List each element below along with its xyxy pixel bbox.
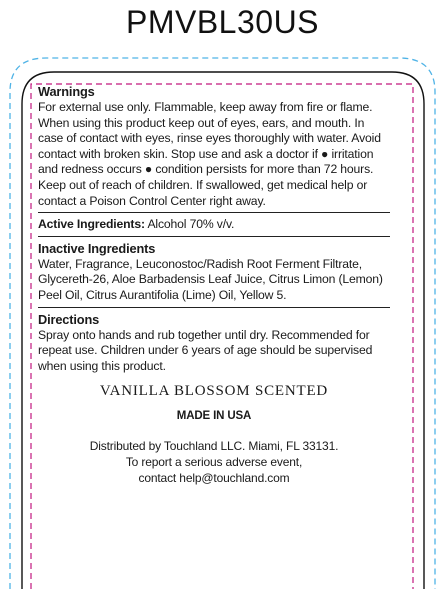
distributor-info: [38, 438, 390, 486]
made-in: MADE IN USA: [176, 410, 252, 423]
warnings-heading: Warnings: [38, 84, 95, 99]
warnings-text: For external use only. Flammable, keep away from fire or flame. When using this product keep out of eyes, ears, and mouth. In case of contact with eyes, rinse eyes thoroughly with water. Avoid contact with broken skin. Stop use and ask a doctor if ● irritation and redness occurs ● condition persists for more than 72 hours. Keep out of reach of children. If swallowed, get medical help or contact a Poison Control Center right away.: [38, 100, 381, 208]
inactive-ingredients-heading: Inactive Ingredients: [38, 240, 156, 256]
divider: [38, 307, 390, 308]
inactive-ingredients-text: Water, Fragrance, Leuconostoc/Radish Root Ferment Filtrate, Glycereth-26, Aloe Barbadensis Leaf Juice, Citrus Limon (Lemon) Peel Oil, Citrus Aurantifolia (Lime) Oil, Yellow 5.: [38, 256, 383, 302]
active-ingredients: [38, 217, 390, 233]
directions-heading: Directions: [38, 311, 100, 327]
product-code: PMVBL30US: [125, 4, 320, 40]
directions-text: Spray onto hands and rub together until dry. Recommended for repeat use. Children under 6 years of age should be supervised when using this product.: [38, 327, 373, 373]
active-ingredients-heading: Active Ingredients:: [38, 217, 145, 232]
adverse-event-line: To report a serious adverse event,: [125, 454, 303, 469]
contact-line: contact help@touchland.com: [138, 470, 290, 485]
label-content: [38, 84, 390, 486]
distributor-line: Distributed by Touchland LLC. Miami, FL 33131.: [89, 438, 339, 453]
divider: [38, 236, 390, 237]
scent-name: VANILLA BLOSSOM SCENTED: [99, 383, 329, 400]
active-ingredients-text: Alcohol 70% v/v.: [144, 217, 235, 232]
divider: [38, 212, 390, 213]
